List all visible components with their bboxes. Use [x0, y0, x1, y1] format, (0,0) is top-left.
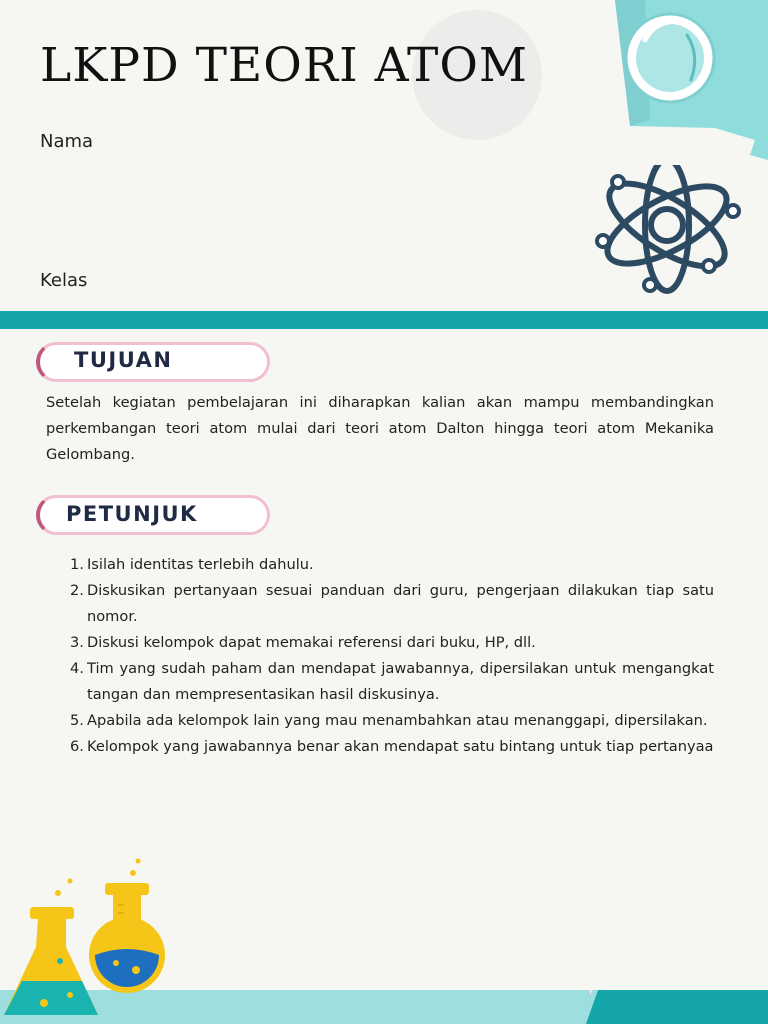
section-divider — [0, 311, 768, 329]
class-label: Kelas — [40, 270, 88, 291]
list-item: 2. Diskusikan pertanyaan sesuai panduan dari guru, pengerjaan dilakukan tiap satu nomor. — [70, 582, 714, 625]
objective-heading: TUJUAN — [74, 348, 173, 372]
instructions-heading: PETUNJUK — [66, 502, 198, 526]
list-item: 5. Apabila ada kelompok lain yang mau menambahkan atau menanggapi, dipersilakan. — [70, 712, 708, 729]
name-label: Nama — [40, 131, 94, 152]
list-item: 4. Tim yang sudah paham dan mendapat jawabannya, dipersilakan untuk mengangkat tangan dan mempresentasikan hasil diskusinya. — [70, 660, 714, 703]
instructions-list — [70, 552, 714, 760]
flask-icon — [605, 0, 768, 160]
objective-text: Setelah kegiatan pembelajaran ini diharapkan kalian akan mampu membandingkan perkembangan teori atom mulai dari teori atom Dalton hingga teori atom Mekanika Gelombang. — [46, 394, 714, 463]
atom-icon — [590, 165, 745, 300]
list-item: 6. Kelompok yang jawabannya benar akan mendapat satu bintang untuk tiap pertanyaa — [70, 738, 714, 755]
list-item: 1. Isilah identitas terlebih dahulu. — [70, 556, 314, 573]
beaker-icon — [0, 855, 185, 1024]
page-title: LKPD TEORI ATOM — [40, 38, 529, 93]
list-item: 3. Diskusi kelompok dapat memakai referensi dari buku, HP, dll. — [70, 634, 536, 651]
